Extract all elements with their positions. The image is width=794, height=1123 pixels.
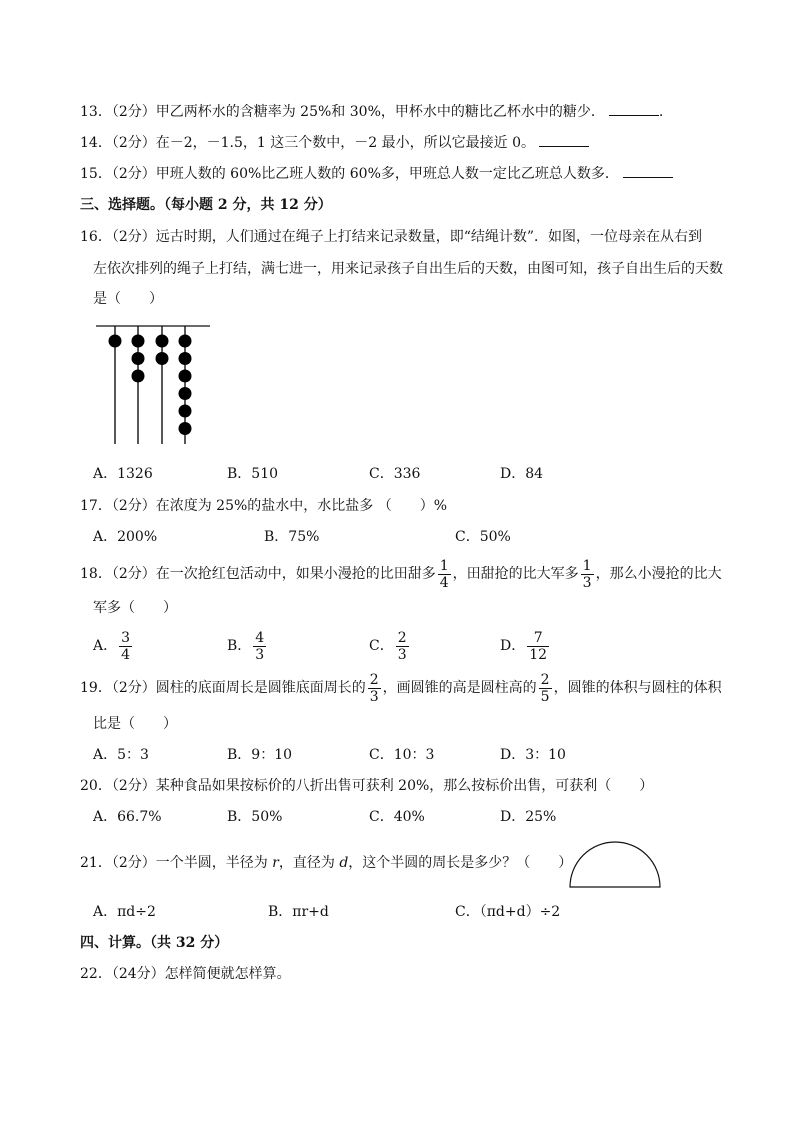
- option-fraction: [527, 630, 549, 663]
- q13-text: 甲乙两杯水的含糖率为 25%和 30%，甲杯水中的糖比乙杯水中的糖少．: [155, 104, 605, 120]
- denominator: 4: [121, 646, 131, 663]
- q21-line1: [80, 853, 572, 873]
- knot: [179, 352, 192, 365]
- numerator: 2: [369, 671, 379, 688]
- q18-option-a[interactable]: [93, 628, 134, 664]
- numerator: 1: [439, 557, 449, 574]
- option-label: D．: [500, 638, 526, 654]
- q16-line2: 左依次排列的绳子上打结，满七进一，用来记录孩子自出生后的天数，由图可知，孩子自出生后的天数: [93, 261, 723, 277]
- q19-fraction-1: [368, 672, 381, 705]
- knot: [132, 370, 145, 383]
- denominator: 4: [439, 574, 449, 591]
- q16-option-c[interactable]: C．336: [369, 466, 421, 482]
- q19-part3: ，圆锥的体积与圆柱的体积: [553, 680, 722, 696]
- q19-fraction-2: [539, 672, 552, 705]
- knot: [109, 335, 122, 348]
- question-14: [80, 132, 589, 153]
- q18-part2: ，田甜抢的比大军多: [452, 566, 579, 582]
- question-22: 22．（24分）怎样简便就怎样算。: [80, 966, 291, 982]
- q21-option-a[interactable]: A．πd÷2: [93, 904, 156, 920]
- numerator: 7: [533, 629, 543, 646]
- q14-text: 在－2，－1.5，1 这三个数中，－2 最小，所以它最接近 0。: [155, 135, 535, 151]
- option-label: B．: [227, 638, 252, 654]
- q18-line1: [80, 556, 722, 592]
- q20-line1: 20．（2分）某种食品如果按标价的八折出售可获利 20%，那么按标价出售，可获利（ ）: [80, 778, 654, 794]
- numerator: 2: [540, 671, 550, 688]
- q20-option-d[interactable]: D．25%: [500, 809, 557, 825]
- q19-option-b[interactable]: B．9：10: [227, 747, 293, 763]
- q20-option-a[interactable]: A．66.7%: [93, 809, 162, 825]
- numerator: 4: [255, 629, 265, 646]
- knot: [132, 335, 145, 348]
- knot-rope-figure: [94, 322, 214, 448]
- q21-part2: ，直径为: [278, 855, 340, 871]
- denominator: 3: [582, 574, 592, 591]
- q16-line1: 16．（2分）远古时期，人们通过在绳子上打结来记录数量，即“结绳计数”．如图，一位母亲在从右到: [80, 229, 703, 245]
- knot: [179, 405, 192, 418]
- q19-line2: 比是（ ）: [93, 716, 177, 732]
- answer-blank[interactable]: [609, 101, 659, 116]
- denominator: 3: [369, 688, 379, 705]
- q18-fraction-1: [438, 558, 451, 591]
- q18-option-c[interactable]: [369, 628, 411, 664]
- q21-option-c[interactable]: C．（πd+d）÷2: [455, 904, 561, 920]
- knot: [179, 335, 192, 348]
- option-fraction: [253, 630, 266, 663]
- q17-option-c[interactable]: C．50%: [455, 529, 511, 545]
- q21-part1: 21．（2分）一个半圆，半径为: [80, 855, 273, 871]
- knot: [179, 422, 192, 435]
- section-heading: 三、选择题。（每小题 2 分，共 12 分）: [80, 197, 332, 213]
- denominator: 12: [529, 646, 548, 663]
- option-fraction: [396, 630, 409, 663]
- q13-end: .: [658, 104, 664, 120]
- option-label: C．: [369, 638, 394, 654]
- diameter-symbol: d: [339, 855, 349, 871]
- q18-option-d[interactable]: [500, 628, 551, 664]
- knot: [156, 335, 169, 348]
- answer-blank[interactable]: [623, 163, 673, 178]
- q14-prefix: 14．（2分）: [80, 135, 156, 151]
- numerator: 3: [121, 629, 131, 646]
- denominator: 3: [255, 646, 265, 663]
- q19-option-a[interactable]: A．5：3: [93, 747, 149, 763]
- q18-line2: 军多（ ）: [93, 600, 177, 616]
- knot: [179, 387, 192, 400]
- q13-prefix: 13．（2分）: [80, 104, 156, 120]
- q15-prefix: 15．（2分）: [80, 166, 156, 182]
- q15-text: 甲班人数的 60%比乙班人数的 60%多，甲班总人数一定比乙班总人数多．: [155, 166, 619, 182]
- semicircle-figure: [567, 839, 663, 891]
- denominator: 5: [540, 688, 550, 705]
- q19-part2: ，画圆锥的高是圆柱高的: [382, 680, 537, 696]
- q18-part3: ，那么小漫抢的比大: [595, 566, 722, 582]
- q16-option-d[interactable]: D．84: [500, 466, 544, 482]
- knot: [179, 370, 192, 383]
- q17-option-b[interactable]: B．75%: [264, 529, 320, 545]
- q18-part1: 18．（2分）在一次抢红包活动中，如果小漫抢的比田甜多: [80, 566, 436, 582]
- radius-symbol: r: [272, 855, 279, 871]
- q17-option-a[interactable]: A．200%: [93, 529, 158, 545]
- q16-option-a[interactable]: A．1326: [93, 466, 153, 482]
- q16-option-b[interactable]: B．510: [227, 466, 279, 482]
- q21-part3: ，这个半圆的周长是多少？（ ）: [348, 855, 573, 871]
- q18-option-b[interactable]: [227, 628, 268, 664]
- option-fraction: [119, 630, 132, 663]
- option-label: A．: [93, 638, 118, 654]
- denominator: 3: [397, 646, 407, 663]
- question-13: [80, 101, 663, 122]
- q19-part1: 19．（2分）圆柱的底面周长是圆锥底面周长的: [80, 680, 366, 696]
- q17-line1: 17．（2分）在浓度为 25%的盐水中，水比盐多 （ ）%: [80, 498, 448, 514]
- q18-fraction-2: [581, 558, 594, 591]
- numerator: 2: [397, 629, 407, 646]
- section-heading: 四、计算。（共 32 分）: [80, 935, 229, 951]
- q20-option-b[interactable]: B．50%: [227, 809, 283, 825]
- q19-option-c[interactable]: C．10：3: [369, 747, 435, 763]
- knot: [156, 352, 169, 365]
- q19-option-d[interactable]: D．3：10: [500, 747, 566, 763]
- q16-line3: 是（ ）: [93, 291, 163, 307]
- knot: [132, 352, 145, 365]
- question-15: [80, 163, 673, 184]
- numerator: 1: [582, 557, 592, 574]
- q20-option-c[interactable]: C．40%: [369, 809, 425, 825]
- q19-line1: [80, 670, 722, 706]
- answer-blank[interactable]: [539, 132, 589, 147]
- q21-option-b[interactable]: B．πr+d: [268, 904, 329, 920]
